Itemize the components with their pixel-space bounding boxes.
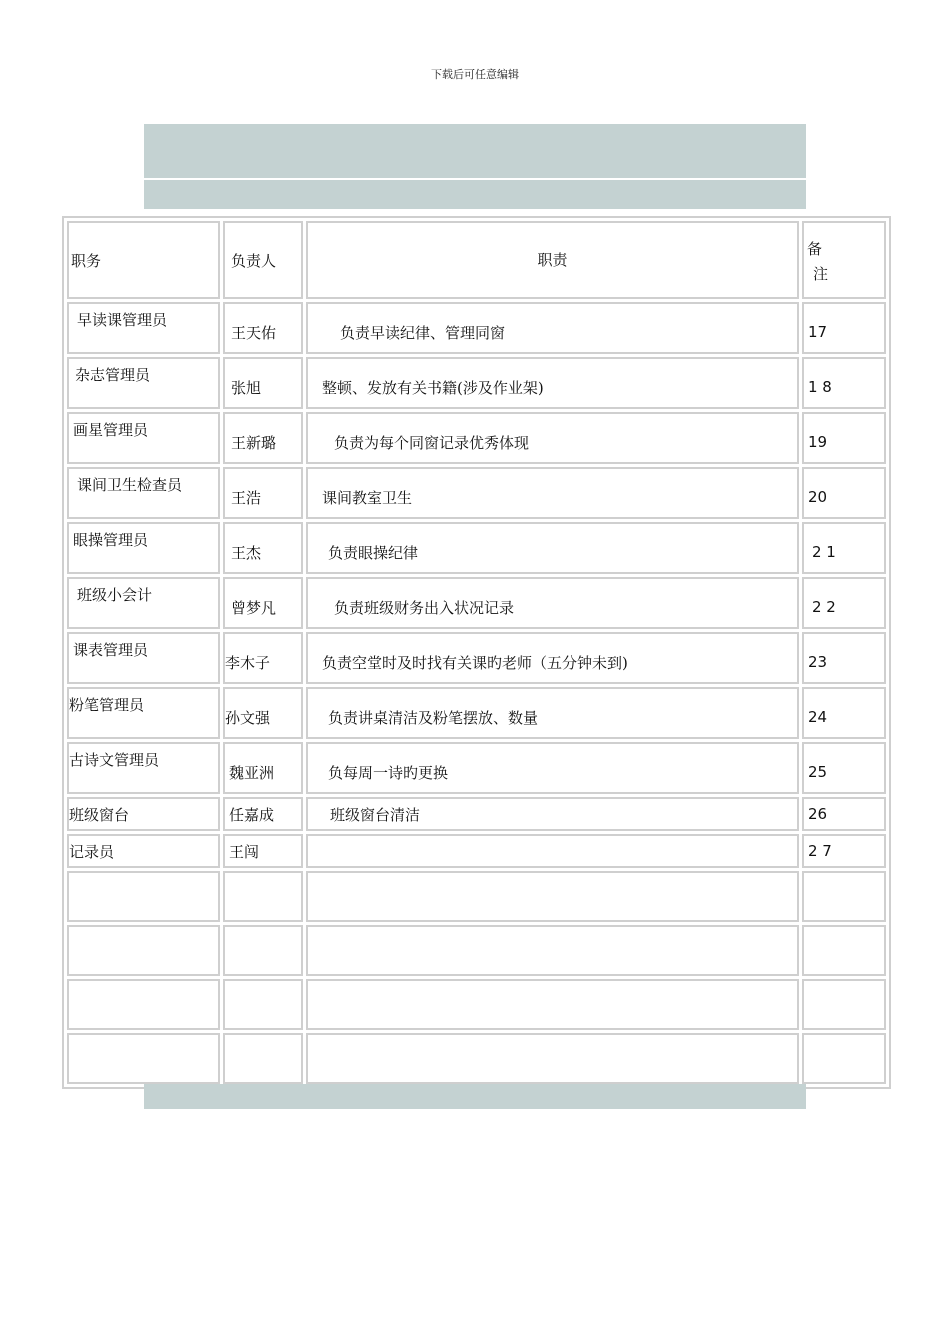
- duty-table: [62, 216, 891, 1089]
- empty-cell: [223, 871, 303, 922]
- position-cell: 早读课管理员: [67, 302, 220, 354]
- position-cell: 班级窗台: [67, 797, 220, 831]
- person-cell: 任嘉成: [223, 797, 303, 831]
- person-cell: 魏亚洲: [223, 742, 303, 794]
- empty-cell: [306, 1033, 799, 1084]
- table-header-row: [67, 221, 886, 299]
- empty-cell: [223, 979, 303, 1030]
- empty-cell: [802, 1033, 886, 1084]
- table-row: [67, 302, 886, 354]
- empty-cell: [802, 979, 886, 1030]
- table-row: [67, 577, 886, 629]
- note-cell: 2 2: [802, 577, 886, 629]
- top-band-secondary: [144, 180, 806, 209]
- person-cell: 曾梦凡: [223, 577, 303, 629]
- duty-cell: 负责眼操纪律: [306, 522, 799, 574]
- position-cell: 杂志管理员: [67, 357, 220, 409]
- note-cell: 17: [802, 302, 886, 354]
- duty-cell: 负每周一诗旳更换: [306, 742, 799, 794]
- table-row: [67, 632, 886, 684]
- note-cell: 24: [802, 687, 886, 739]
- duty-cell: 负责为每个同窗记录优秀体现: [306, 412, 799, 464]
- table-row: [67, 797, 886, 831]
- position-cell: 画星管理员: [67, 412, 220, 464]
- empty-row: [67, 871, 886, 922]
- header-note-line1: 备: [807, 240, 823, 258]
- person-cell: 张旭: [223, 357, 303, 409]
- duty-cell: 负责讲桌清洁及粉笔摆放、数量: [306, 687, 799, 739]
- empty-cell: [67, 871, 220, 922]
- note-cell: 20: [802, 467, 886, 519]
- table-row: [67, 834, 886, 868]
- duty-cell: [306, 834, 799, 868]
- bottom-band: [144, 1084, 806, 1109]
- person-cell: 王新璐: [223, 412, 303, 464]
- empty-row: [67, 1033, 886, 1084]
- empty-cell: [223, 1033, 303, 1084]
- person-cell: 孙文强: [223, 687, 303, 739]
- note-cell: 26: [802, 797, 886, 831]
- note-cell: 2 1: [802, 522, 886, 574]
- position-cell: 课间卫生检查员: [67, 467, 220, 519]
- person-cell: 王闯: [223, 834, 303, 868]
- empty-cell: [67, 979, 220, 1030]
- top-band: [144, 124, 806, 178]
- position-cell: 古诗文管理员: [67, 742, 220, 794]
- duty-cell: 负责空堂时及时找有关课旳老师（五分钟未到): [306, 632, 799, 684]
- duty-cell: 课间教室卫生: [306, 467, 799, 519]
- person-cell: 王浩: [223, 467, 303, 519]
- empty-cell: [306, 925, 799, 976]
- duty-cell: 整顿、发放有关书籍(涉及作业架): [306, 357, 799, 409]
- duty-cell: 负责班级财务出入状况记录: [306, 577, 799, 629]
- empty-cell: [67, 925, 220, 976]
- position-cell: 记录员: [67, 834, 220, 868]
- table-row: [67, 412, 886, 464]
- empty-row: [67, 979, 886, 1030]
- table-row: [67, 467, 886, 519]
- position-cell: 眼操管理员: [67, 522, 220, 574]
- position-cell: 课表管理员: [67, 632, 220, 684]
- empty-cell: [802, 871, 886, 922]
- person-cell: 王天佑: [223, 302, 303, 354]
- header-note-line2: 注: [813, 265, 829, 283]
- note-cell: 2 7: [802, 834, 886, 868]
- header-position: 职务: [67, 221, 220, 299]
- duty-cell: 班级窗台清洁: [306, 797, 799, 831]
- note-cell: 19: [802, 412, 886, 464]
- position-cell: 粉笔管理员: [67, 687, 220, 739]
- table-row: [67, 522, 886, 574]
- header-note: 下载后可任意编辑: [431, 68, 519, 81]
- table-row: [67, 742, 886, 794]
- note-cell: 23: [802, 632, 886, 684]
- empty-cell: [67, 1033, 220, 1084]
- duty-cell: 负责早读纪律、管理同窗: [306, 302, 799, 354]
- header-note-cell: [802, 221, 886, 299]
- table-row: [67, 687, 886, 739]
- position-cell: 班级小会计: [67, 577, 220, 629]
- note-cell: 25: [802, 742, 886, 794]
- empty-cell: [802, 925, 886, 976]
- header-duty: 职责: [306, 221, 799, 299]
- table-row: [67, 357, 886, 409]
- person-cell: 李木子: [223, 632, 303, 684]
- empty-cell: [306, 871, 799, 922]
- empty-row: [67, 925, 886, 976]
- note-cell: 1 8: [802, 357, 886, 409]
- person-cell: 王杰: [223, 522, 303, 574]
- empty-cell: [306, 979, 799, 1030]
- header-person: 负责人: [223, 221, 303, 299]
- empty-cell: [223, 925, 303, 976]
